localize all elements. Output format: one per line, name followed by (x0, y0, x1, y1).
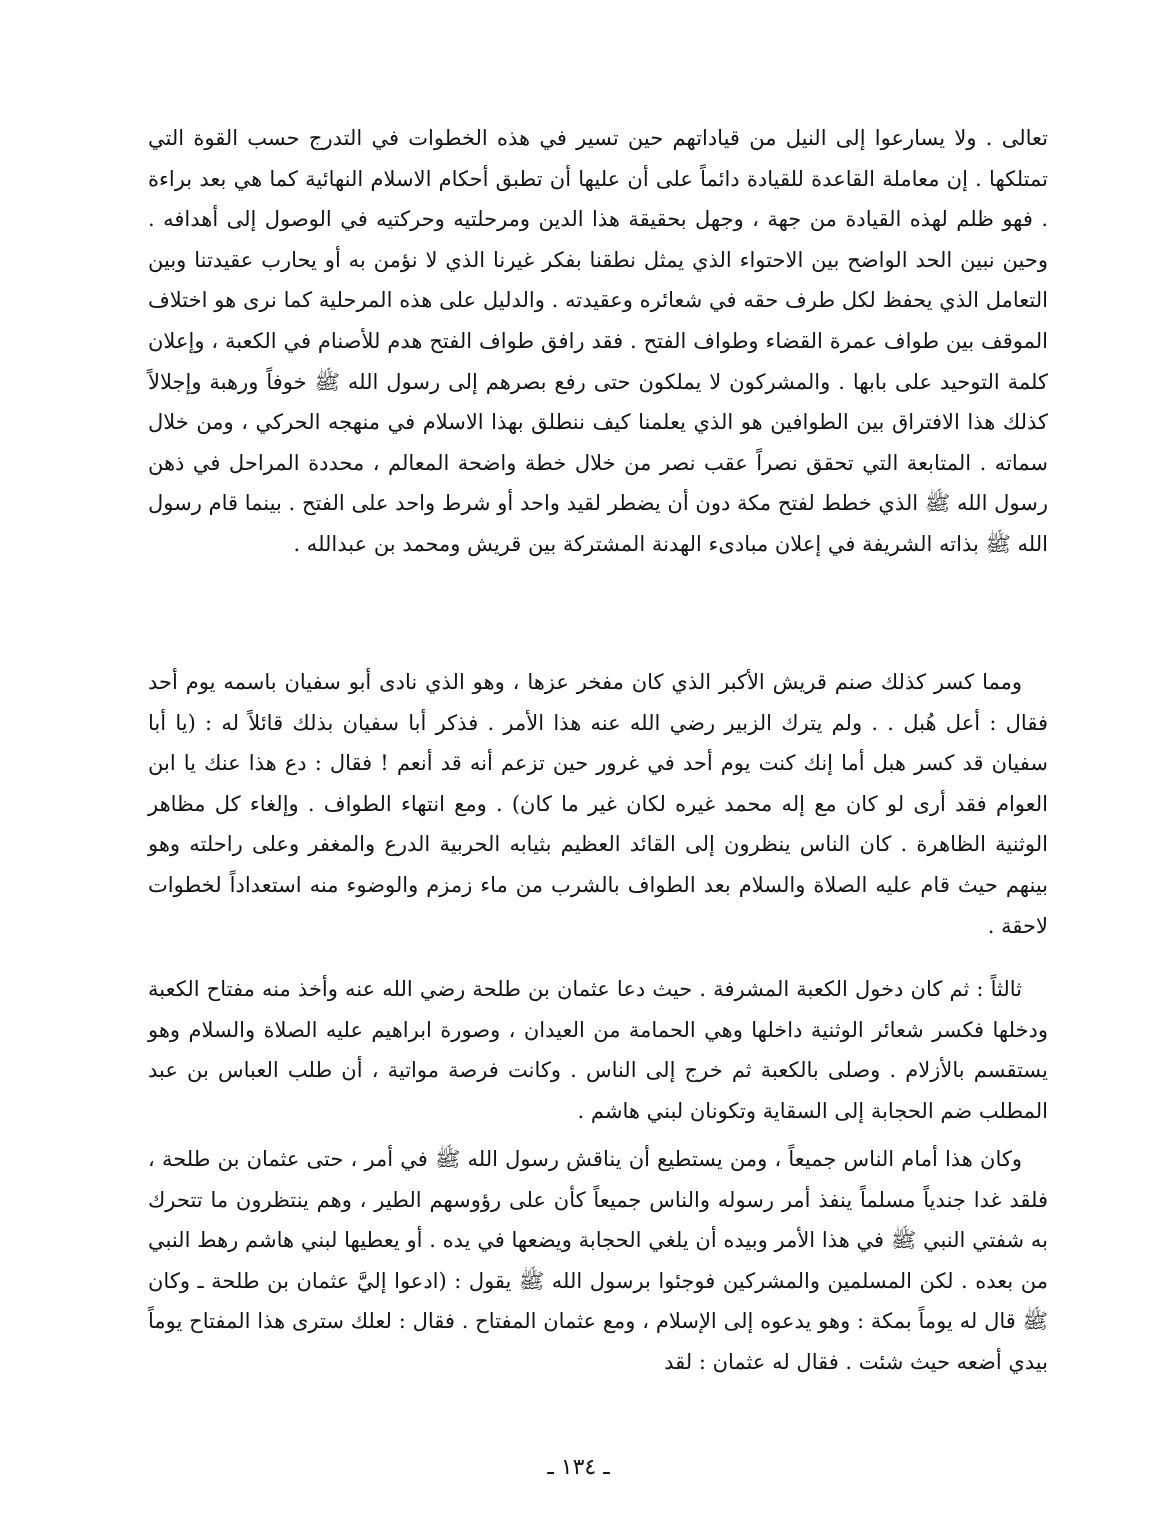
page-number: ـ ١٣٤ ـ (547, 1455, 610, 1480)
paragraph-4: وكان هذا أمام الناس جميعاً ، ومن يستطيع أن يناقش رسول الله ﷺ في أمر ، حتى عثمان بن طلحة ، فلقد غدا جندياً مسلماً ينفذ أمر رسوله والناس جميعاً كأن على رؤوسهم الطير ، وهم ينتظرون ما تتحرك به شفتي النبي ﷺ في هذا الأمر وبيده أن يلغي الحجابة ويضعها في يده . أو يعطيها لبني هاشم رهط النبي من بعده . لكن المسلمين والمشركين فوجئوا برسول الله ﷺ يقول : (ادعوا إليَّ عثمان بن طلحة ـ وكان ﷺ قال له يوماً بمكة : وهو يدعوه إلى الإسلام ، ومع عثمان المفتاح . فقال : لعلك سترى هذا المفتاح يوماً بيدي أضعه حيث شئت . فقال له عثمان : لقد (148, 1147, 1048, 1374)
paragraph-3: ثالثاً : ثم كان دخول الكعبة المشرفة . حيث دعا عثمان بن طلحة رضي الله عنه وأخذ منه مفتاح الكعبة ودخلها فكسر شعائر الوثنية داخلها وهي الحمامة من العيدان ، وصورة ابراهيم عليه الصلاة والسلام وهو يستقسم بالأزلام . وصلى بالكعبة ثم خرج إلى الناس . وكانت فرصة مواتية ، أن طلب العباس بن عبد المطلب ضم الحجابة إلى السقاية وتكونان لبني هاشم . (148, 977, 1048, 1123)
paragraph-1: تعالى . ولا يسارعوا إلى النيل من قياداتهم حين تسير في هذه الخطوات في التدرج حسب القوة التي تمتلكها . إن معاملة القاعدة للقيادة دائماً على أن عليها أن تطبق أحكام الاسلام النهائية كما هي بعد براءة . فهو ظلم لهذه القيادة من جهة ، وجهل بحقيقة هذا الدين ومرحلتيه وحركتيه في الوصول إلى أهدافه . وحين نبين الحد الواضح بين الاحتواء الذي يمثل نطقنا بفكر غيرنا الذي لا نؤمن به أو يحارب عقيدتنا وبين التعامل الذي يحفظ لكل طرف حقه في شعائره وعقيدته . والدليل على هذه المرحلية كما نرى هو اختلاف الموقف بين طواف عمرة القضاء وطواف الفتح . فقد رافق طواف الفتح هدم للأصنام في الكعبة ، وإعلان كلمة التوحيد على بابها . والمشركون لا يملكون حتى رفع بصرهم إلى رسول الله ﷺ خوفاً ورهبة وإجلالاً كذلك هذا الافتراق بين الطوافين هو الذي يعلمنا كيف ننطلق بهذا الاسلام في منهجه الحركي ، ومن خلال سماته . المتابعة التي تحقق نصراً عقب نصر من خلال خطة واضحة المعالم ، محددة المراحل في ذهن رسول الله ﷺ الذي خطط لفتح مكة دون أن يضطر لقيد واحد أو شرط واحد على الفتح . بينما قام رسول الله ﷺ بذاته الشريفة في إعلان مبادىء الهدنة المشتركة بين قريش ومحمد بن عبدالله . (148, 126, 1049, 556)
paragraph-2: ومما كسر كذلك صنم قريش الأكبر الذي كان مفخر عزها ، وهو الذي نادى أبو سفيان باسمه يوم أحد فقال : أعل هُبل . . ولم يترك الزبير رضي الله عنه هذا الأمر . فذكر أبا سفيان بذلك قائلاً له : (يا أبا سفيان قد كسر هبل أما إنك كنت يوم أحد في غرور حين تزعم أنه قد أنعم ! فقال : دع هذا عنك يا ابن العوام فقد أرى لو كان مع إله محمد غيره لكان غير ما كان) . ومع انتهاء الطواف . وإلغاء كل مظاهر الوثنية الظاهرة . كان الناس ينظرون إلى القائد العظيم بثيابه الحربية الدرع والمغفر وعلى راحلته وهو بينهم حيث قام عليه الصلاة والسلام بعد الطواف بالشرب من ماء زمزم والوضوء منه استعداداً لخطوات لاحقة . (148, 670, 1048, 938)
